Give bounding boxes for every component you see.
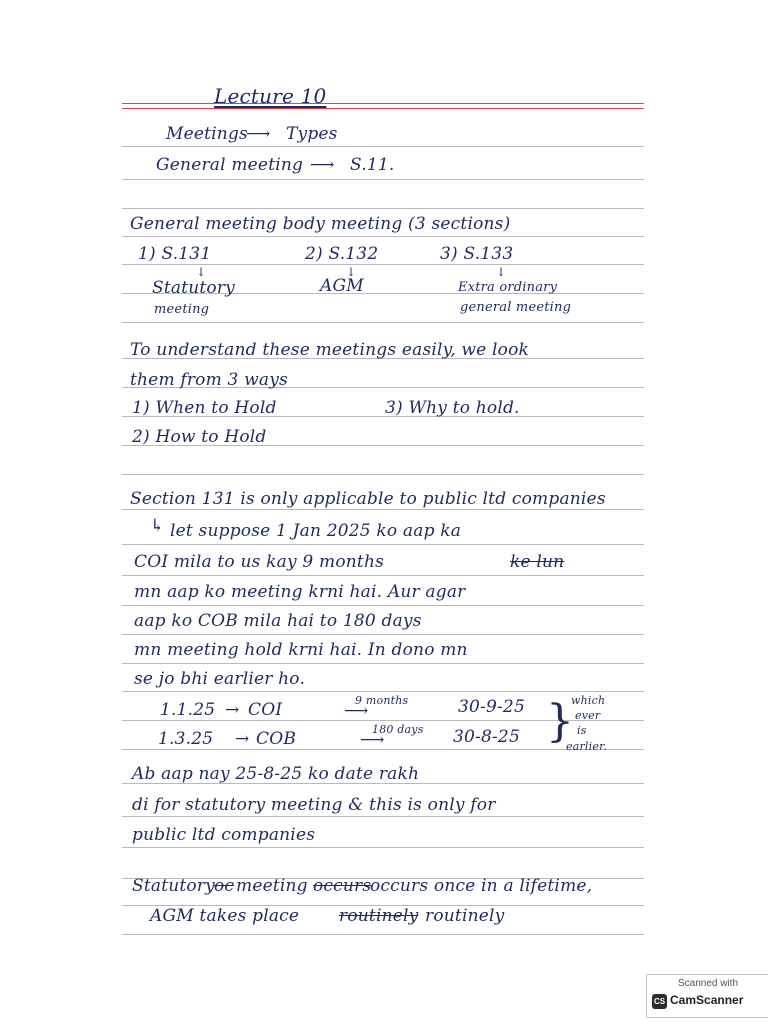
cob-deadline: 30-8-25 [453, 727, 520, 747]
general-meeting-sub: general meeting [460, 300, 572, 315]
camscanner-logo-icon: CS [652, 994, 667, 1009]
when-to-hold: 1) When to Hold [132, 398, 277, 418]
statutory-label: Statutory [152, 278, 235, 298]
side-note: which [571, 694, 606, 707]
general-meeting-label: General meeting [156, 155, 304, 175]
down-arrow-icon: ↓ [496, 265, 507, 279]
notes-line: aap ko COB mila hai to 180 days [134, 611, 422, 631]
struck-text: ke lun [510, 552, 565, 572]
agm-label: AGM [320, 276, 364, 296]
notes-line: let suppose 1 Jan 2025 ko aap ka [170, 521, 462, 541]
ruled-line [122, 208, 644, 209]
how-to-hold: 2) How to Hold [132, 427, 267, 447]
meeting-label: meeting [154, 302, 210, 317]
notes-line: mn aap ko meeting krni hai. Aur agar [134, 582, 466, 602]
long-arrow-icon: ⟶ [344, 701, 369, 721]
long-arrow-icon: ⟶ [360, 730, 385, 750]
return-arrow-icon: ↳ [150, 516, 165, 536]
curly-brace-icon: } [546, 696, 574, 747]
notes-line: public ltd companies [132, 825, 316, 845]
ruled-line [122, 544, 644, 545]
ruled-line [122, 322, 644, 323]
badge-brand: CamScanner [670, 993, 744, 1007]
notes-line: To understand these meetings easily, we look [130, 340, 530, 360]
ruled-line [122, 146, 644, 147]
statutory-word: Statutory [132, 876, 215, 896]
ruled-line [122, 847, 644, 848]
meetings-label: Meetings [166, 124, 248, 144]
ruled-line [122, 691, 644, 692]
coi-date: 1.1.25 [160, 700, 216, 720]
cob-label: COB [256, 729, 297, 749]
nine-months-label: 9 months [355, 694, 409, 707]
ruled-line [122, 575, 644, 576]
arrow-icon: ⟶ [246, 124, 271, 144]
coi-deadline: 30-9-25 [458, 697, 525, 717]
notes-line: occurs once in a lifetime, [370, 876, 593, 896]
arrow-icon: → [225, 700, 240, 720]
coi-label: COI [248, 700, 283, 720]
ruled-line [122, 934, 644, 935]
ruled-line [122, 236, 644, 237]
notes-line: routinely [425, 906, 505, 926]
why-to-hold: 3) Why to hold. [385, 398, 520, 418]
notes-line: mn meeting hold krni hai. In dono mn [134, 640, 468, 660]
camscanner-badge [646, 974, 768, 1018]
notes-line: them from 3 ways [130, 370, 288, 390]
top-red-rule-2 [122, 108, 644, 109]
ruled-line [122, 816, 644, 817]
notes-line: se jo bhi earlier ho. [134, 669, 306, 689]
arrow-icon: → [235, 729, 250, 749]
side-note: ever [575, 709, 601, 722]
notebook-page [118, 0, 648, 962]
side-note: earlier. [566, 740, 608, 753]
side-note: is [577, 724, 587, 737]
ruled-line [122, 634, 644, 635]
extra-ordinary-label: Extra ordinary [458, 280, 558, 295]
top-red-rule [122, 103, 644, 104]
ruled-line [122, 509, 644, 510]
section-131: 1) S.131 [138, 244, 212, 264]
notes-line: COI mila to us kay 9 months [134, 552, 385, 572]
section-132: 2) S.132 [305, 244, 379, 264]
notes-line: AGM takes place [150, 906, 300, 926]
ruled-line [122, 474, 644, 475]
180-days-label: 180 days [372, 723, 424, 736]
body-meeting-heading: General meeting body meeting (3 sections) [130, 214, 511, 234]
section-11-label: S.11. [350, 155, 395, 175]
notes-line: Ab aap nay 25-8-25 ko date rakh [132, 764, 420, 784]
notes-line: di for statutory meeting & this is only for [132, 795, 496, 815]
badge-caption: Scanned with [677, 978, 739, 989]
ruled-line [122, 605, 644, 606]
meeting-word: meeting [236, 876, 308, 896]
down-arrow-icon: ↓ [196, 265, 207, 279]
struck-text: routinely [339, 906, 419, 926]
notes-line: Section 131 is only applicable to public ltd companies [130, 489, 606, 509]
section-133: 3) S.133 [440, 244, 514, 264]
arrow-icon: ⟶ [310, 155, 335, 175]
ruled-line [122, 179, 644, 180]
cob-date: 1.3.25 [158, 729, 214, 749]
down-arrow-icon: ↓ [346, 265, 357, 279]
ruled-line [122, 663, 644, 664]
struck-text: oc [214, 876, 235, 896]
struck-text: occurs [313, 876, 372, 896]
types-label: Types [286, 124, 338, 144]
lecture-title: Lecture 10 [214, 84, 327, 108]
